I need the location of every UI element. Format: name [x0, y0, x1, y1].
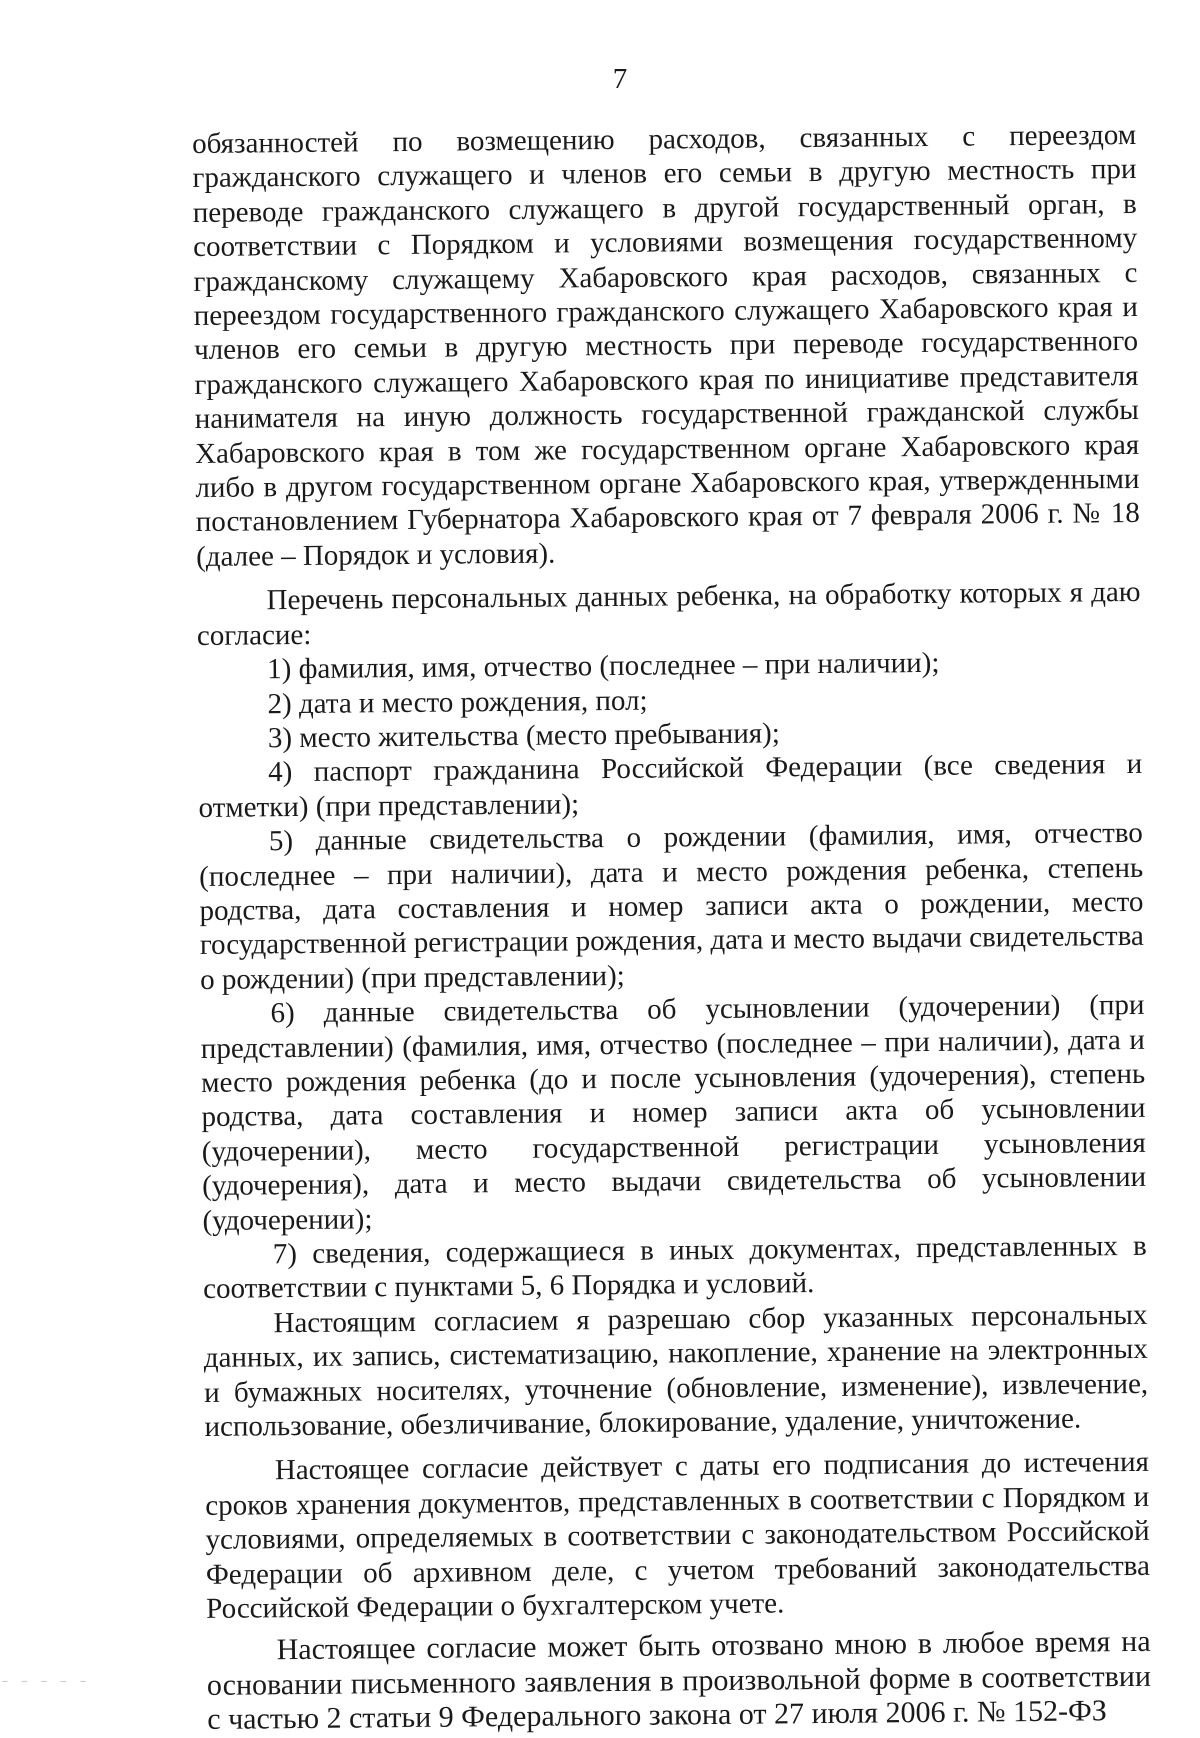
list-item: 7) сведения, содержащиеся в иных документах, представленных в соответствии с пунктами 5, 6 Порядка и условий. [203, 1229, 1147, 1306]
paragraph-consent-scope: Настоящим согласием я разрешаю сбор указанных персональных данных, их запись, систематизацию, накопление, хранение на электронных и бумажных носителях, уточнение (обновление, изменение), извлечение, использование, обезличивание, блокирование, удаление, уничтожение. [203, 1298, 1149, 1443]
list-item: 4) паспорт гражданина Российской Федерации (все сведения и отметки) (при представлении); [198, 748, 1143, 824]
document-body [192, 118, 1151, 1738]
list-item: 6) данные свидетельства об усыновлении (удочерении) (при представлении) (фамилия, имя, отчество (последнее – при наличии), дата и место рождения ребенка (до и после усыновления (удочерения), степень родства, дата составления и номер записи акта об усыновлении (удочерении), место государственной регистрации усыновления (удочерения), дата и место выдачи свидетельства об усыновлении (удочерении); [200, 989, 1147, 1237]
page-number: 7 [612, 63, 628, 95]
list-item: 3) место жительства (место пребывания); [267, 717, 780, 755]
list-item: 1) фамилия, имя, отчество (последнее – при наличии); [267, 646, 940, 686]
paragraph-data-list-intro: Перечень персональных данных ребенка, на обработку которых я даю согласие: [196, 576, 1141, 652]
list-item: 5) данные свидетельства о рождении (фамилия, имя, отчество (последнее – при наличии), дата и место рождения ребенка, степень родства, дата составления и номер записи акта о рождении, место государственной регистрации рождения, дата и место выдачи свидетельства о рождении) (при представлении); [199, 817, 1144, 996]
paragraph-consent-duration: Настоящее согласие действует с даты его подписания до истечения сроков хранения документов, представленных в соответствии с Порядком и условиями, определяемых в соответствии с законодательством Российской Федерации об архивном деле, с учетом требований законодательства Российской Федерации о бухгалтерском учете. [205, 1446, 1151, 1625]
list-item: 2) дата и место рождения, пол; [267, 684, 648, 720]
paragraph-consent-revocation: Настоящее согласие может быть отозвано мною в любое время на основании письменного заявления в произвольной форме в соответствии с частью 2 статьи 9 Федерального закона от 27 июля 2006 г. № 152-ФЗ [206, 1625, 1152, 1737]
paragraph-continuation: обязанностей по возмещению расходов, связанных с переездом гражданского служащего и членов его семьи в другую местность при переводе гражданского служащего в другой государственный орган, в соответствии с Порядком и условиями возмещения государственному гражданскому служащему Хабаровского края расходов, связанных с переездом государственного гражданского служащего Хабаровского края и членов его семьи в другую местность при переводе государственного гражданского служащего Хабаровского края по инициативе представителя нанимателя на иную должность государственной гражданской службы Хабаровского края в том же государственном органе Хабаровского края либо в другом государственном органе Хабаровского края, утвержденными постановлением Губернатора Хабаровского края от 7 февраля 2006 г. № 18 (далее – Порядок и условия). [192, 118, 1140, 573]
scan-artifact: ––––– [2, 1676, 100, 1687]
